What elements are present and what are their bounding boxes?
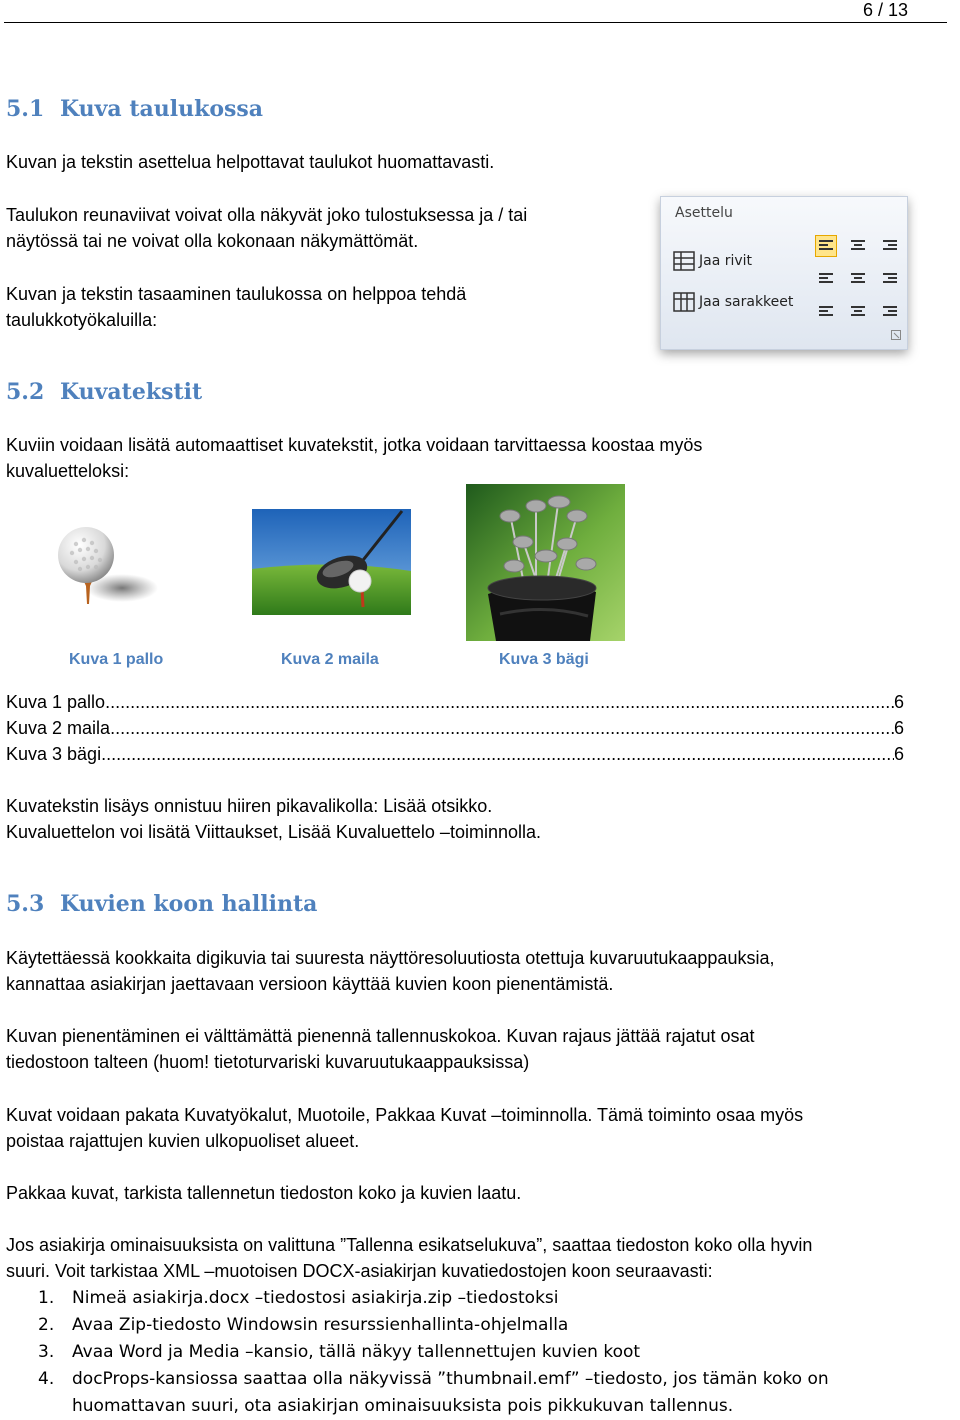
paragraph: [6, 945, 774, 997]
list-number: 1.: [38, 1288, 55, 1308]
align-bottom-left-icon[interactable]: [815, 299, 837, 321]
text-line: Kuviin voidaan lisätä automaattiset kuvatekstit, jotka voidaan tarvittaessa koostaa myös: [6, 435, 703, 455]
heading-5-3: [6, 889, 317, 919]
text-line: näytössä tai ne voivat olla kokonaan näkymättömät.: [6, 231, 419, 251]
dialog-launcher-icon[interactable]: [891, 327, 901, 345]
text-line: tiedostoon talteen (huom! tietoturvariski kuvaruutukaappauksissa): [6, 1052, 530, 1072]
align-middle-left-icon[interactable]: [815, 267, 837, 289]
heading-title: Kuvien koon hallinta: [60, 891, 318, 917]
split-columns-icon: [673, 292, 695, 312]
text-line: kannattaa asiakirjan jaettavaan versioon käyttää kuvien koon pienentämistä.: [6, 974, 614, 994]
split-rows-icon: [673, 251, 695, 271]
text-line: Kuvan ja tekstin tasaaminen taulukossa on helppoa tehdä: [6, 284, 467, 304]
text-line: huomattavan suuri, ota asiakirjan ominaisuuksista pois pikkukuvan tallennus.: [72, 1396, 734, 1416]
ribbon-group-title: Asettelu: [675, 205, 733, 221]
paragraph: Kuvan ja tekstin asettelua helpottavat taulukot huomattavasti.: [6, 152, 495, 172]
heading-number: 5.1: [6, 96, 45, 122]
heading-5-2: [6, 377, 202, 407]
split-rows-button[interactable]: [673, 251, 752, 271]
paragraph: [6, 1023, 755, 1075]
heading-number: 5.2: [6, 379, 45, 405]
list-item: [38, 1366, 829, 1420]
text-line: kuvaluetteloksi:: [6, 461, 130, 481]
header-rule: [4, 22, 947, 23]
text-line: Taulukon reunaviivat voivat olla näkyvät joko tulostuksessa ja / tai: [6, 205, 528, 225]
text-line: poistaa rajattujen kuvien ulkopuoliset alueet.: [6, 1131, 360, 1151]
heading-title: Kuva taulukossa: [60, 96, 264, 122]
toc-entry[interactable]: [6, 715, 904, 741]
align-middle-right-icon[interactable]: [879, 267, 901, 289]
paragraph: [6, 281, 466, 333]
paragraph: [6, 1232, 812, 1284]
text-line: Jos asiakirja ominaisuuksista on valittuna ”Tallenna esikatselukuva”, saattaa tiedoston koko olla hyvin: [6, 1235, 813, 1255]
golf-ball-image: [50, 520, 160, 610]
heading-number: 5.3: [6, 891, 45, 917]
list-number: 3.: [38, 1342, 55, 1362]
paragraph: [6, 1102, 803, 1154]
golf-club-image: [252, 509, 411, 615]
align-bottom-center-icon[interactable]: [847, 299, 869, 321]
paragraph: [6, 432, 702, 484]
toc-entry[interactable]: [6, 689, 904, 715]
ribbon-layout-group: [660, 196, 908, 350]
toc-entry-page: 6: [893, 718, 904, 738]
split-columns-label: Jaa sarakkeet: [699, 294, 794, 310]
figure-caption: Kuva 1 pallo: [69, 651, 164, 668]
toc-leader: [101, 741, 894, 767]
toc-entry-page: 6: [893, 744, 904, 764]
text-line: Avaa Word ja Media –kansio, tällä näkyy tallennettujen kuvien koot: [72, 1342, 641, 1362]
paragraph: [6, 202, 527, 254]
text-line: Nimeä asiakirja.docx –tiedostosi asiakirja.zip –tiedostoksi: [72, 1288, 559, 1308]
list-item: [38, 1312, 829, 1339]
golf-bag-image: [466, 484, 625, 641]
text-line: suuri. Voit tarkistaa XML –muotoisen DOCX-asiakirjan kuvatiedostojen koon seuraavasti:: [6, 1261, 713, 1281]
figure-caption: Kuva 3 bägi: [499, 651, 589, 668]
text-line: taulukkotyökaluilla:: [6, 310, 158, 330]
text-line: docProps-kansiossa saattaa olla näkyvissä ”thumbnail.emf” –tiedosto, jos tämän koko on: [72, 1369, 829, 1389]
steps-list: [38, 1285, 829, 1420]
heading-title: Kuvatekstit: [60, 379, 203, 405]
align-top-center-icon[interactable]: [847, 235, 869, 257]
align-top-right-icon[interactable]: [879, 235, 901, 257]
cell-alignment-grid: [815, 235, 903, 321]
text-line: Avaa Zip-tiedosto Windowsin resurssienhallinta-ohjelmalla: [72, 1315, 569, 1335]
align-middle-center-icon[interactable]: [847, 267, 869, 289]
toc-entry[interactable]: [6, 741, 904, 767]
list-number: 4.: [38, 1369, 55, 1389]
align-bottom-right-icon[interactable]: [879, 299, 901, 321]
toc-leader: [105, 689, 894, 715]
toc-entry-label: Kuva 3 bägi: [6, 744, 102, 764]
list-item: [38, 1339, 829, 1366]
toc-entry-label: Kuva 2 maila: [6, 718, 111, 738]
heading-5-1: [6, 94, 263, 124]
text-line: Kuvaluettelon voi lisätä Viittaukset, Lisää Kuvaluettelo –toiminnolla.: [6, 822, 541, 842]
text-line: Kuvan pienentäminen ei välttämättä pienennä tallennuskokoa. Kuvan rajaus jättää rajatut osat: [6, 1026, 755, 1046]
toc-entry-page: 6: [893, 692, 904, 712]
paragraph: [6, 793, 541, 845]
figure-caption: Kuva 2 maila: [281, 651, 379, 668]
toc-leader: [110, 715, 894, 741]
list-number: 2.: [38, 1315, 55, 1335]
list-item: [38, 1285, 829, 1312]
text-line: Käytettäessä kookkaita digikuvia tai suuresta näyttöresoluutiosta otettuja kuvaruutukaappauksia,: [6, 948, 775, 968]
split-rows-label: Jaa rivit: [699, 253, 753, 269]
split-columns-button[interactable]: [673, 292, 793, 312]
text-line: Kuvat voidaan pakata Kuvatyökalut, Muotoile, Pakkaa Kuvat –toiminnolla. Tämä toiminto osaa myös: [6, 1105, 804, 1125]
paragraph: Pakkaa kuvat, tarkista tallennetun tiedoston koko ja kuvien laatu.: [6, 1183, 522, 1203]
page-number: 6 / 13: [862, 0, 908, 20]
text-line: Kuvatekstin lisäys onnistuu hiiren pikavalikolla: Lisää otsikko.: [6, 796, 493, 816]
toc-entry-label: Kuva 1 pallo: [6, 692, 106, 712]
align-top-left-icon[interactable]: [815, 235, 837, 257]
